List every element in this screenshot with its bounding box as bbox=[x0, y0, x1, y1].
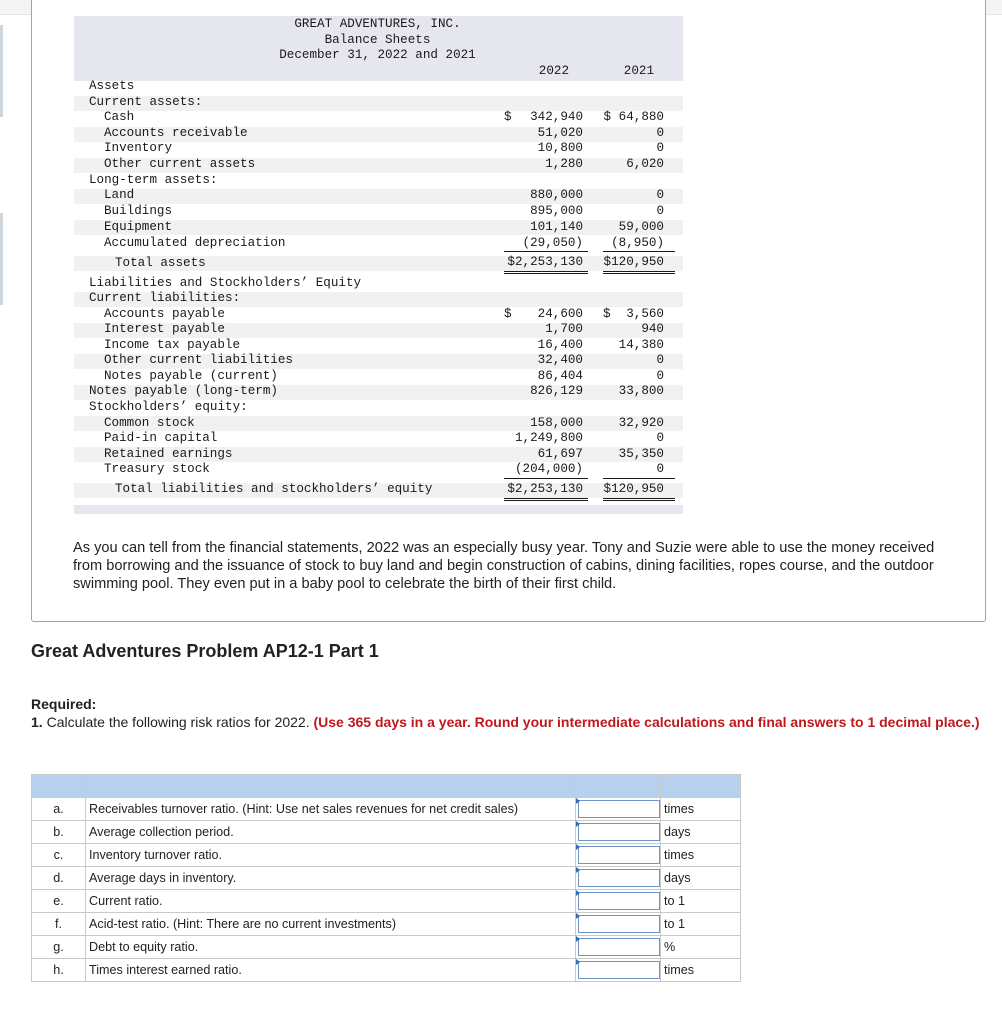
value-2022: 826,129 bbox=[530, 384, 583, 398]
subtotal-underline bbox=[603, 478, 675, 479]
longterm-assets-heading: Long-term assets: bbox=[89, 173, 218, 187]
input-flag-icon bbox=[576, 959, 580, 965]
row-label: Common stock bbox=[104, 416, 195, 430]
ratio-description: Receivables turnover ratio. (Hint: Use net sales revenues for net credit sales) bbox=[86, 798, 576, 821]
table-row bbox=[32, 890, 741, 913]
answer-input-acid-test-ratio[interactable] bbox=[578, 915, 660, 933]
row-label: Income tax payable bbox=[104, 338, 241, 352]
instruction bbox=[31, 713, 981, 732]
table-row bbox=[32, 821, 741, 844]
total-assets-2022: $2,253,130 bbox=[507, 255, 583, 269]
row-letter: f. bbox=[32, 913, 86, 936]
input-flag-icon bbox=[576, 867, 580, 873]
row-letter: d. bbox=[32, 867, 86, 890]
unit-label: days bbox=[661, 821, 741, 844]
answer-input-receivables-turnover[interactable] bbox=[578, 800, 660, 818]
value-2021: 0 bbox=[656, 353, 664, 367]
unit-label: to 1 bbox=[661, 913, 741, 936]
value-2021: 0 bbox=[656, 141, 664, 155]
narrative-paragraph: As you can tell from the financial statements, 2022 was an especially busy year. Tony and Suzie were able to use the money received from borrowing and the issuance of stock to buy land and begin construction of cabins, dining facilities, ropes course, and the outdoor swimming pool. They even put in a baby pool to celebrate the birth of their first child. bbox=[73, 540, 935, 592]
value-2021: (8,950) bbox=[611, 236, 664, 250]
input-flag-icon bbox=[576, 821, 580, 827]
value-2022: (204,000) bbox=[514, 462, 583, 476]
total-underline bbox=[504, 500, 588, 501]
value-2022: 158,000 bbox=[530, 416, 583, 430]
subtotal-underline bbox=[603, 251, 675, 252]
equity-heading: Stockholders’ equity: bbox=[89, 400, 248, 414]
table-row bbox=[32, 959, 741, 982]
total-underline bbox=[504, 271, 588, 272]
current-liab-heading: Current liabilities: bbox=[89, 291, 241, 305]
total-underline bbox=[603, 498, 675, 499]
value-2022: 101,140 bbox=[530, 220, 583, 234]
table-row bbox=[32, 913, 741, 936]
total-assets-2021: $120,950 bbox=[603, 255, 664, 269]
unit-label: times bbox=[661, 798, 741, 821]
ratio-description: Average days in inventory. bbox=[86, 867, 576, 890]
row-label: Retained earnings bbox=[104, 447, 233, 461]
value-2022: 1,700 bbox=[545, 322, 583, 336]
row-letter: h. bbox=[32, 959, 86, 982]
row-letter: g. bbox=[32, 936, 86, 959]
value-2022: 895,000 bbox=[530, 204, 583, 218]
row-label: Paid-in capital bbox=[104, 431, 218, 445]
unit-label: days bbox=[661, 867, 741, 890]
input-flag-icon bbox=[576, 890, 580, 896]
dollar-sign: $ bbox=[504, 307, 512, 321]
row-letter: e. bbox=[32, 890, 86, 913]
value-2022: 32,400 bbox=[537, 353, 583, 367]
ratio-description: Current ratio. bbox=[86, 890, 576, 913]
left-edge-marker bbox=[0, 213, 3, 305]
value-2022: 24,600 bbox=[537, 307, 583, 321]
value-2021: 0 bbox=[656, 462, 664, 476]
row-letter: c. bbox=[32, 844, 86, 867]
unit-label: to 1 bbox=[661, 890, 741, 913]
value-2021: 940 bbox=[641, 322, 664, 336]
subtotal-underline bbox=[504, 251, 588, 252]
row-label: Cash bbox=[104, 110, 135, 124]
unit-label: times bbox=[661, 959, 741, 982]
row-label: Other current liabilities bbox=[104, 353, 293, 367]
year-header-2021: 2021 bbox=[623, 64, 654, 78]
row-label: Accumulated depreciation bbox=[104, 236, 286, 250]
total-underline bbox=[504, 498, 588, 499]
input-flag-icon bbox=[576, 913, 580, 919]
answer-input-debt-to-equity[interactable] bbox=[578, 938, 660, 956]
value-2022: 86,404 bbox=[537, 369, 583, 383]
value-2022: 342,940 bbox=[530, 110, 583, 124]
value-2021: 59,000 bbox=[618, 220, 664, 234]
total-underline bbox=[603, 273, 675, 274]
statement-date: December 31, 2022 and 2021 bbox=[279, 48, 476, 62]
ratio-description: Debt to equity ratio. bbox=[86, 936, 576, 959]
row-label: Buildings bbox=[104, 204, 173, 218]
instruction-note: (Use 365 days in a year. Round your intermediate calculations and final answers to 1 decimal place.) bbox=[313, 714, 980, 730]
instruction-number: 1. bbox=[31, 714, 43, 730]
table-header bbox=[32, 775, 741, 798]
problem-title: Great Adventures Problem AP12-1 Part 1 bbox=[31, 641, 379, 661]
table-row bbox=[32, 867, 741, 890]
input-flag-icon bbox=[576, 798, 580, 804]
company-name: GREAT ADVENTURES, INC. bbox=[294, 17, 461, 31]
total-liab-equity-2021: $120,950 bbox=[603, 482, 664, 496]
liab-equity-heading: Liabilities and Stockholders’ Equity bbox=[89, 276, 362, 290]
input-flag-icon bbox=[576, 936, 580, 942]
value-2021: 6,020 bbox=[626, 157, 664, 171]
value-2021: 0 bbox=[656, 188, 664, 202]
row-label: Accounts payable bbox=[104, 307, 225, 321]
total-underline bbox=[603, 500, 675, 501]
statement-title: Balance Sheets bbox=[324, 33, 431, 47]
subtotal-underline bbox=[504, 478, 588, 479]
value-2021: 0 bbox=[656, 431, 664, 445]
total-assets-label: Total assets bbox=[115, 256, 206, 270]
value-2022: 10,800 bbox=[537, 141, 583, 155]
input-flag-icon bbox=[576, 844, 580, 850]
row-label: Inventory bbox=[104, 141, 173, 155]
row-label: Accounts receivable bbox=[104, 126, 248, 140]
total-liab-equity-2022: $2,253,130 bbox=[507, 482, 583, 496]
table-row bbox=[32, 844, 741, 867]
value-2021: $ 64,880 bbox=[603, 110, 664, 124]
value-2022: (29,050) bbox=[522, 236, 583, 250]
ratio-description: Inventory turnover ratio. bbox=[86, 844, 576, 867]
value-2021: 14,380 bbox=[618, 338, 664, 352]
value-2022: 880,000 bbox=[530, 188, 583, 202]
value-2022: 16,400 bbox=[537, 338, 583, 352]
row-letter: b. bbox=[32, 821, 86, 844]
current-assets-heading: Current assets: bbox=[89, 95, 203, 109]
ratio-description: Acid-test ratio. (Hint: There are no current investments) bbox=[86, 913, 576, 936]
row-label: Other current assets bbox=[104, 157, 256, 171]
answer-input-inventory-turnover[interactable] bbox=[578, 846, 660, 864]
answer-input-average-days-in-inventory[interactable] bbox=[578, 869, 660, 887]
row-label: Notes payable (long-term) bbox=[89, 384, 278, 398]
dollar-sign: $ bbox=[504, 110, 512, 124]
assets-heading: Assets bbox=[89, 79, 135, 93]
total-underline bbox=[504, 273, 588, 274]
table-row bbox=[32, 798, 741, 821]
value-2022: 61,697 bbox=[537, 447, 583, 461]
row-letter: a. bbox=[32, 798, 86, 821]
unit-label: times bbox=[661, 844, 741, 867]
left-edge-marker bbox=[0, 25, 3, 117]
row-label: Notes payable (current) bbox=[104, 369, 278, 383]
unit-label: % bbox=[661, 936, 741, 959]
total-liab-equity-label: Total liabilities and stockholders’ equity bbox=[115, 482, 433, 496]
value-2021: 32,920 bbox=[618, 416, 664, 430]
balance-sheet-footer bbox=[74, 505, 683, 514]
value-2021: 3,560 bbox=[626, 307, 664, 321]
row-label: Equipment bbox=[104, 220, 173, 234]
value-2021: 0 bbox=[656, 204, 664, 218]
instruction-text: Calculate the following risk ratios for 2022. bbox=[46, 714, 310, 730]
row-label: Land bbox=[104, 188, 135, 202]
value-2022: 1,280 bbox=[545, 157, 583, 171]
ratio-table bbox=[31, 774, 741, 982]
required-heading: Required: bbox=[31, 696, 97, 712]
table-row bbox=[32, 936, 741, 959]
row-label: Interest payable bbox=[104, 322, 225, 336]
answer-input-average-collection-period[interactable] bbox=[578, 823, 660, 841]
answer-input-times-interest-earned[interactable] bbox=[578, 961, 660, 979]
ratio-description: Average collection period. bbox=[86, 821, 576, 844]
value-2022: 51,020 bbox=[537, 126, 583, 140]
value-2021: 0 bbox=[656, 126, 664, 140]
dollar-sign: $ bbox=[603, 307, 611, 321]
value-2021: 0 bbox=[656, 369, 664, 383]
value-2021: 33,800 bbox=[618, 384, 664, 398]
ratio-description: Times interest earned ratio. bbox=[86, 959, 576, 982]
row-label: Treasury stock bbox=[104, 462, 210, 476]
total-underline bbox=[603, 271, 675, 272]
value-2021: 35,350 bbox=[618, 447, 664, 461]
year-header-2022: 2022 bbox=[538, 64, 569, 78]
answer-input-current-ratio[interactable] bbox=[578, 892, 660, 910]
value-2022: 1,249,800 bbox=[514, 431, 583, 445]
